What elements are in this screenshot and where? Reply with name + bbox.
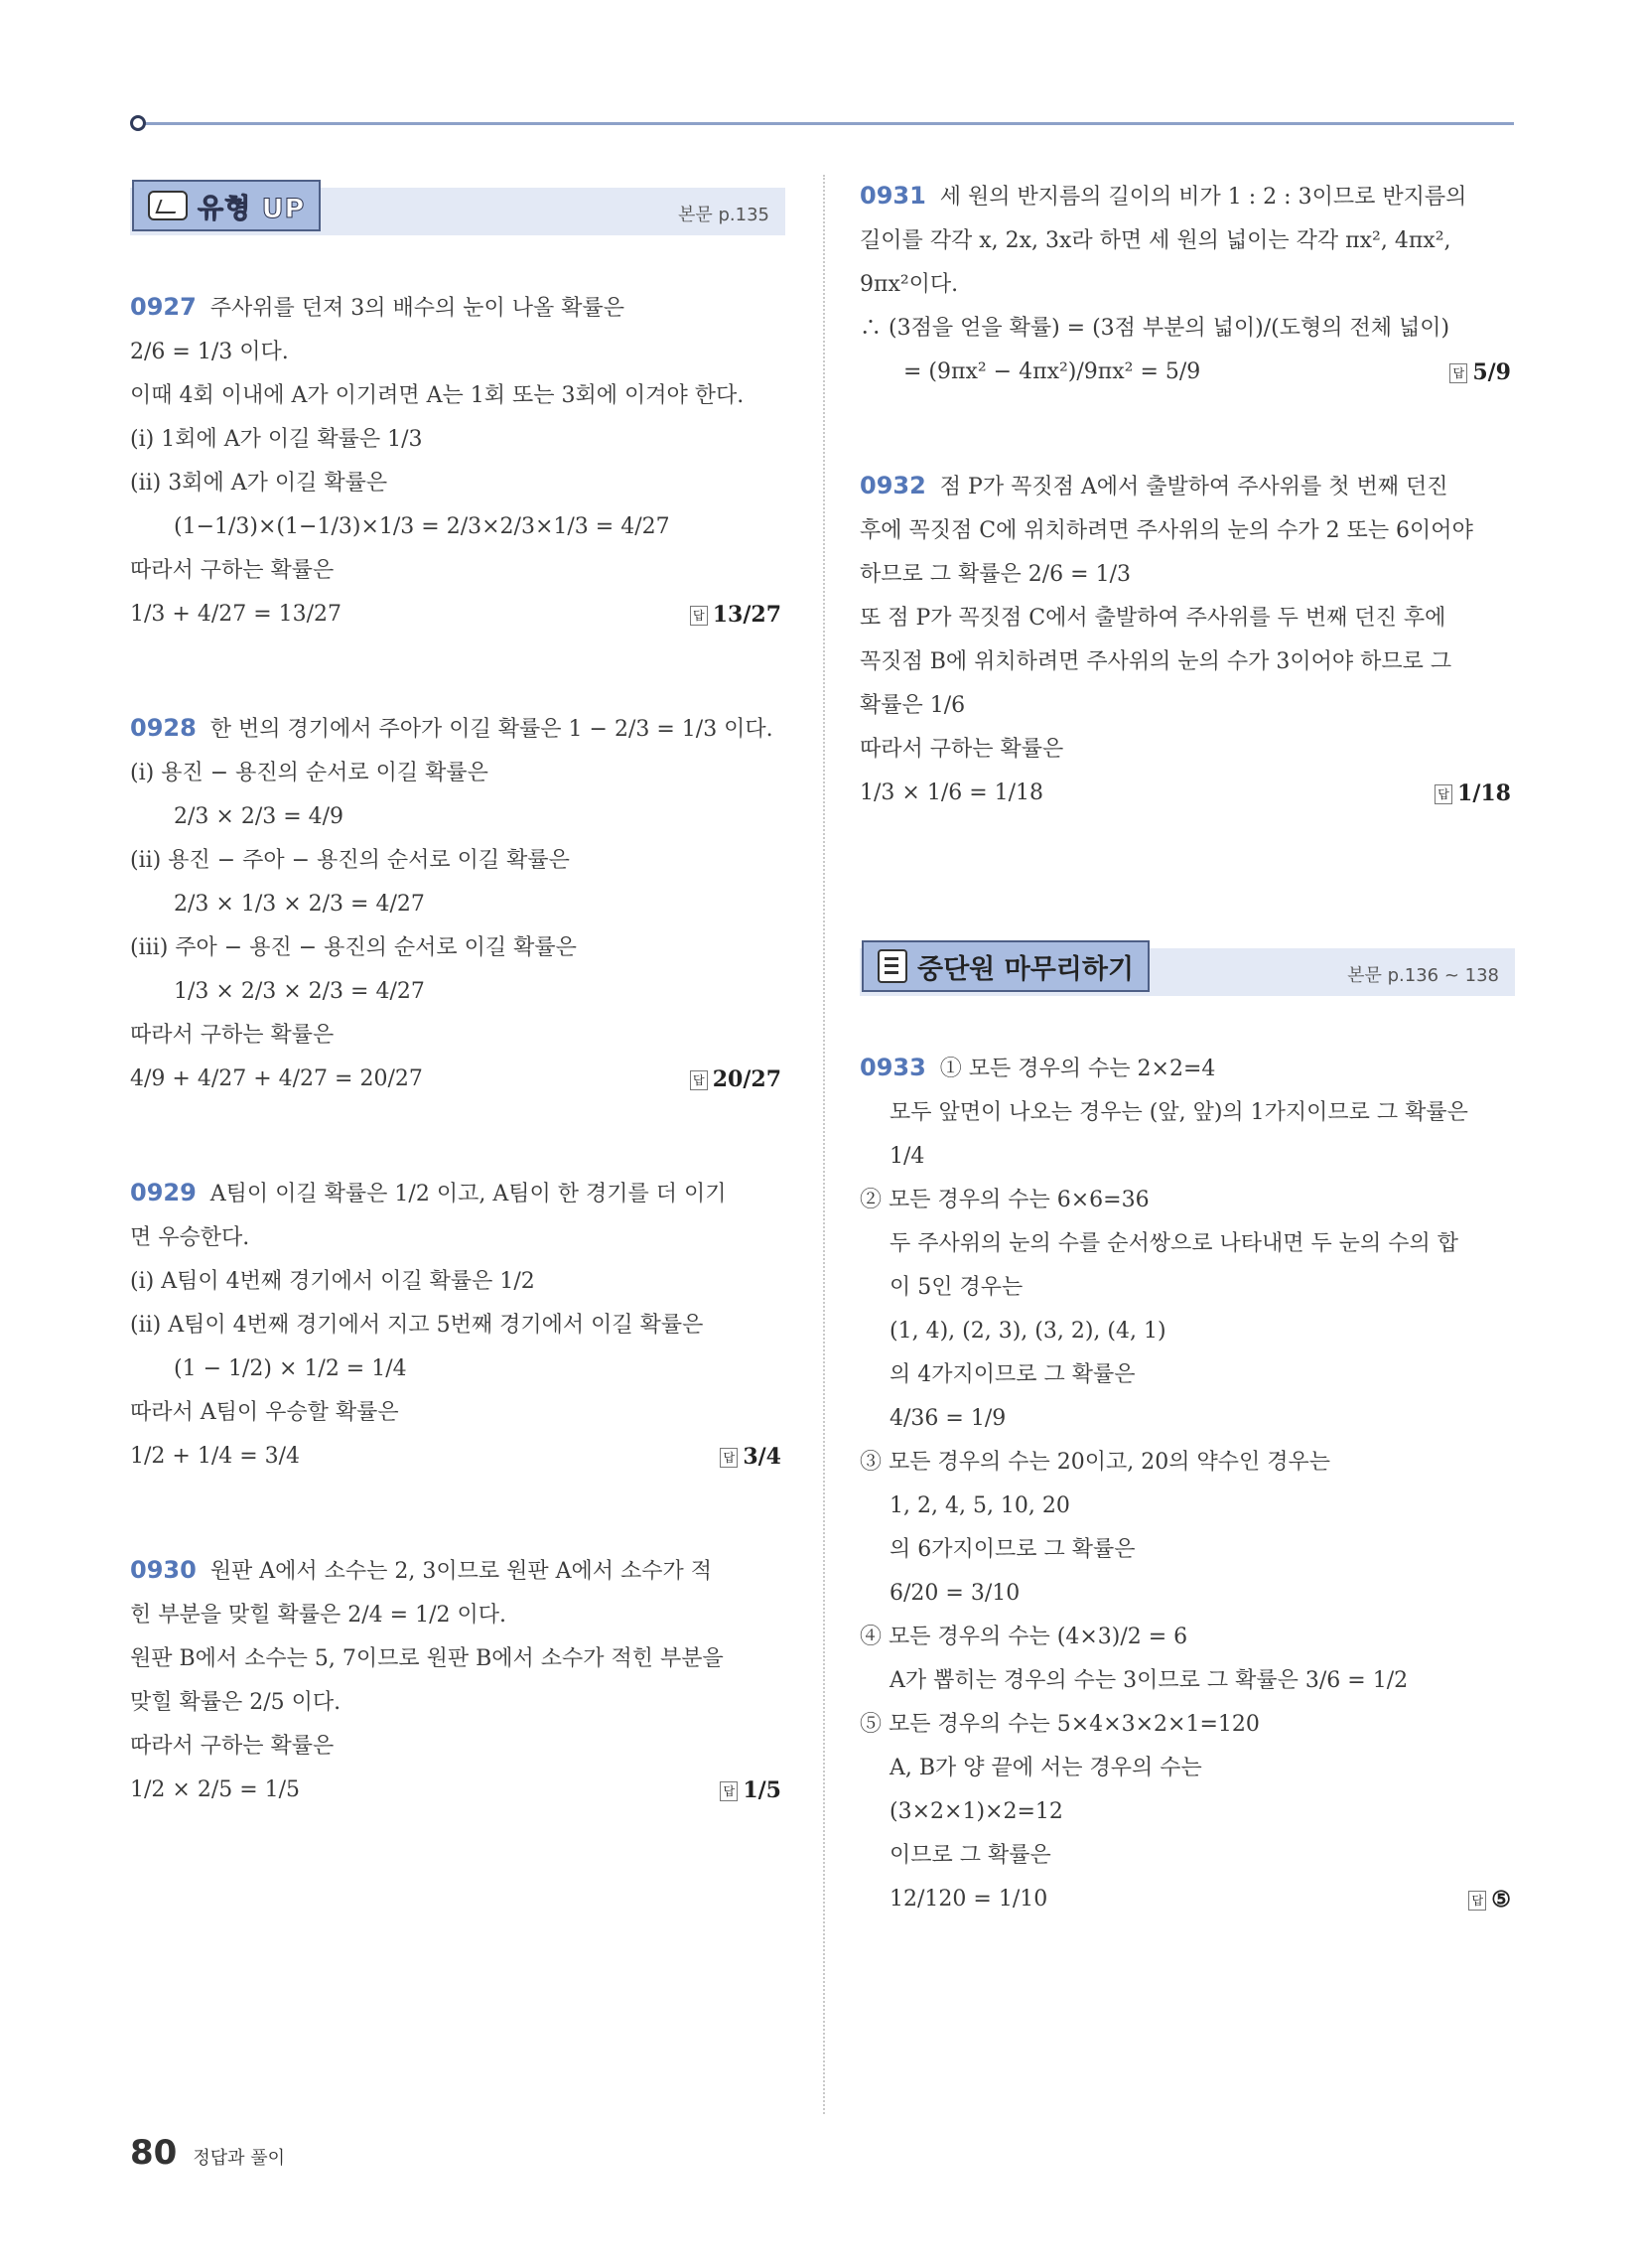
notebook-icon xyxy=(878,949,907,983)
answer-marker: 답 xyxy=(720,1448,738,1468)
solution-line: 꼭짓점 B에 위치하려면 주사위의 눈의 수가 3이어야 하므로 그 xyxy=(860,649,1452,674)
solution-line: 세 원의 반지름의 길이의 비가 1 : 2 : 3이므로 반지름의 xyxy=(939,185,1467,210)
answer-value: ⑤ xyxy=(1491,1887,1511,1913)
solution-line: 면 우승한다. xyxy=(130,1225,250,1250)
solution-line: (ⅰ) 1회에 A가 이길 확률은 1/3 xyxy=(130,427,423,452)
solution-line: 1/3 × 2/3 × 2/3 = 4/27 xyxy=(174,979,425,1004)
solution-line: 이때 4회 이내에 A가 이기려면 A는 1회 또는 3회에 이겨야 한다. xyxy=(130,383,745,408)
section-banner-chapter-review xyxy=(860,934,1515,1004)
solution-line: 또 점 P가 꼭짓점 C에서 출발하여 주사위를 두 번째 던진 후에 xyxy=(860,606,1446,631)
answer-marker: 답 xyxy=(690,606,708,626)
problem-0929 xyxy=(130,1171,785,1479)
solution-line: (ⅱ) 용진 − 주아 − 용진의 순서로 이길 확률은 xyxy=(130,848,570,873)
solution-line: ∴ (3점을 얻을 확률) = (3점 부분의 넓이)/(도형의 전체 넓이) xyxy=(860,316,1450,341)
solution-line: 9πx²이다. xyxy=(860,272,959,297)
answer-value: 1/5 xyxy=(743,1777,781,1803)
answer-value: 1/18 xyxy=(1457,780,1511,806)
solution-line: 6/20 = 3/10 xyxy=(889,1581,1021,1606)
solution-line: 2/3 × 2/3 = 4/9 xyxy=(174,804,344,829)
solution-line: 두 주사위의 눈의 수를 순서쌍으로 나타내면 두 눈의 수의 합 xyxy=(889,1231,1458,1256)
solution-line: 의 4가지이므로 그 확률은 xyxy=(889,1362,1136,1387)
solution-line: 의 6가지이므로 그 확률은 xyxy=(889,1537,1136,1562)
solution-line: ④ 모든 경우의 수는 (4×3)/2 = 6 xyxy=(860,1625,1188,1649)
solution-line: 1, 2, 4, 5, 10, 20 xyxy=(889,1493,1070,1518)
solution-line: (ⅱ) 3회에 A가 이길 확률은 xyxy=(130,471,388,496)
problem-0928 xyxy=(130,706,785,1101)
solution-line: A, B가 양 끝에 서는 경우의 수는 xyxy=(889,1756,1202,1780)
solution-line: 4/9 + 4/27 + 4/27 = 20/27 xyxy=(130,1066,423,1091)
solution-line: 따라서 구하는 확률은 xyxy=(130,1734,335,1759)
answer xyxy=(720,1435,781,1479)
top-rule-dot xyxy=(130,115,146,131)
problem-0933 xyxy=(860,1046,1515,1921)
problem-0931 xyxy=(860,174,1515,394)
solution-line: (3×2×1)×2=12 xyxy=(889,1799,1063,1824)
solution-line: (1, 4), (2, 3), (3, 2), (4, 1) xyxy=(889,1319,1166,1344)
solution-line: 따라서 A팀이 우승할 확률은 xyxy=(130,1400,399,1425)
solution-line: 원판 A에서 소수는 2, 3이므로 원판 A에서 소수가 적 xyxy=(209,1559,713,1584)
solution-line: 따라서 구하는 확률은 xyxy=(860,737,1064,762)
problem-number: 0933 xyxy=(860,1054,926,1081)
problem-0930 xyxy=(130,1548,785,1812)
footer-label: 정답과 풀이 xyxy=(193,2148,285,2169)
page-footer xyxy=(130,2133,285,2173)
page-reference: 본문 p.136 ~ 138 xyxy=(1347,965,1499,986)
problem-0932 xyxy=(860,464,1515,815)
solution-line: 점 P가 꼭짓점 A에서 출발하여 주사위를 첫 번째 던진 xyxy=(939,475,1448,499)
answer xyxy=(690,593,781,637)
answer-marker: 답 xyxy=(1468,1891,1486,1911)
answer-marker: 답 xyxy=(720,1781,738,1801)
solution-line: = (9πx² − 4πx²)/9πx² = 5/9 xyxy=(903,359,1201,384)
solution-line: (ⅰ) 용진 − 용진의 순서로 이길 확률은 xyxy=(130,761,488,785)
banner-tag xyxy=(132,180,321,231)
solution-line: 주사위를 던져 3의 배수의 눈이 나올 확률은 xyxy=(209,296,625,321)
solution-line: (1−1/3)×(1−1/3)×1/3 = 2/3×2/3×1/3 = 4/27 xyxy=(174,514,670,539)
solution-line: 1/2 + 1/4 = 3/4 xyxy=(130,1444,301,1469)
solution-line: A가 뽑히는 경우의 수는 3이므로 그 확률은 3/6 = 1/2 xyxy=(889,1668,1409,1693)
top-rule xyxy=(139,122,1514,125)
solution-line: ② 모든 경우의 수는 6×6=36 xyxy=(860,1188,1150,1212)
solution-line: 1/3 × 1/6 = 1/18 xyxy=(860,780,1044,805)
answer-marker: 답 xyxy=(1449,363,1467,383)
solution-line: 따라서 구하는 확률은 xyxy=(130,558,335,583)
solution-line: 원판 B에서 소수는 5, 7이므로 원판 B에서 소수가 적힌 부분을 xyxy=(130,1646,724,1671)
solution-line: 1/4 xyxy=(889,1144,925,1169)
solution-line: 1/2 × 2/5 = 1/5 xyxy=(130,1777,301,1802)
section-title: 중단원 마무리하기 xyxy=(917,953,1135,985)
answer xyxy=(690,1058,781,1101)
solution-line: ① 모든 경우의 수는 2×2=4 xyxy=(939,1057,1216,1081)
solution-line: 따라서 구하는 확률은 xyxy=(130,1023,335,1048)
answer-value: 5/9 xyxy=(1472,359,1511,385)
solution-line: 모두 앞면이 나오는 경우는 (앞, 앞)의 1가지이므로 그 확률은 xyxy=(889,1100,1468,1125)
solution-line: 길이를 각각 x, 2x, 3x라 하면 세 원의 넓이는 각각 πx², 4πx², xyxy=(860,228,1451,253)
answer-value: 3/4 xyxy=(743,1444,781,1470)
solution-line: 맞힐 확률은 2/5 이다. xyxy=(130,1690,342,1715)
answer-marker: 답 xyxy=(690,1070,708,1090)
solution-line: 하므로 그 확률은 2/6 = 1/3 xyxy=(860,562,1131,587)
solution-line: 한 번의 경기에서 주아가 이길 확률은 1 − 2/3 = 1/3 이다. xyxy=(209,717,773,742)
problem-number: 0931 xyxy=(860,182,926,210)
solution-line: (1 − 1/2) × 1/2 = 1/4 xyxy=(174,1356,407,1381)
solution-line: 이 5인 경우는 xyxy=(889,1275,1024,1300)
solution-line: ③ 모든 경우의 수는 20이고, 20의 약수인 경우는 xyxy=(860,1450,1330,1475)
page-number: 80 xyxy=(130,2133,178,2173)
column-divider xyxy=(823,175,825,2114)
solution-line: 확률은 1/6 xyxy=(860,693,966,718)
answer-marker: 답 xyxy=(1435,784,1452,804)
answer xyxy=(1449,351,1511,394)
problem-number: 0929 xyxy=(130,1179,197,1206)
problem-number: 0928 xyxy=(130,714,197,742)
banner-tag xyxy=(862,940,1150,992)
solution-line: 4/36 = 1/9 xyxy=(889,1406,1007,1431)
problem-0927 xyxy=(130,285,785,637)
answer-value: 20/27 xyxy=(712,1066,781,1092)
solution-line: (ⅱ) A팀이 4번째 경기에서 지고 5번째 경기에서 이길 확률은 xyxy=(130,1313,704,1338)
solution-line: 이므로 그 확률은 xyxy=(889,1843,1051,1868)
answer xyxy=(720,1769,781,1812)
section-title: 유형 UP xyxy=(198,193,306,224)
left-column xyxy=(130,174,785,1882)
answer-value: 13/27 xyxy=(712,602,781,628)
answer xyxy=(1435,772,1511,815)
problem-number: 0932 xyxy=(860,472,926,499)
section-banner-type-up xyxy=(130,174,785,243)
problem-number: 0927 xyxy=(130,293,197,321)
solution-line: ⑤ 모든 경우의 수는 5×4×3×2×1=120 xyxy=(860,1712,1260,1737)
right-column xyxy=(860,174,1515,1921)
solution-line: (ⅲ) 주아 − 용진 − 용진의 순서로 이길 확률은 xyxy=(130,935,577,960)
solution-line: 12/120 = 1/10 xyxy=(889,1887,1048,1912)
answer xyxy=(1468,1878,1511,1921)
solution-line: 2/6 = 1/3 이다. xyxy=(130,340,289,364)
page-reference: 본문 p.135 xyxy=(677,205,769,225)
solution-line: 힌 부분을 맞힐 확률은 2/4 = 1/2 이다. xyxy=(130,1603,506,1628)
solution-line: 후에 꼭짓점 C에 위치하려면 주사위의 눈의 수가 2 또는 6이어야 xyxy=(860,518,1473,543)
solution-line: A팀이 이길 확률은 1/2 이고, A팀이 한 경기를 더 이기 xyxy=(209,1182,727,1206)
solution-line: 1/3 + 4/27 = 13/27 xyxy=(130,602,342,627)
solution-line: 2/3 × 1/3 × 2/3 = 4/27 xyxy=(174,892,425,917)
solution-line: (ⅰ) A팀이 4번째 경기에서 이길 확률은 1/2 xyxy=(130,1269,535,1294)
problem-number: 0930 xyxy=(130,1556,197,1584)
ruler-icon xyxy=(148,191,188,220)
